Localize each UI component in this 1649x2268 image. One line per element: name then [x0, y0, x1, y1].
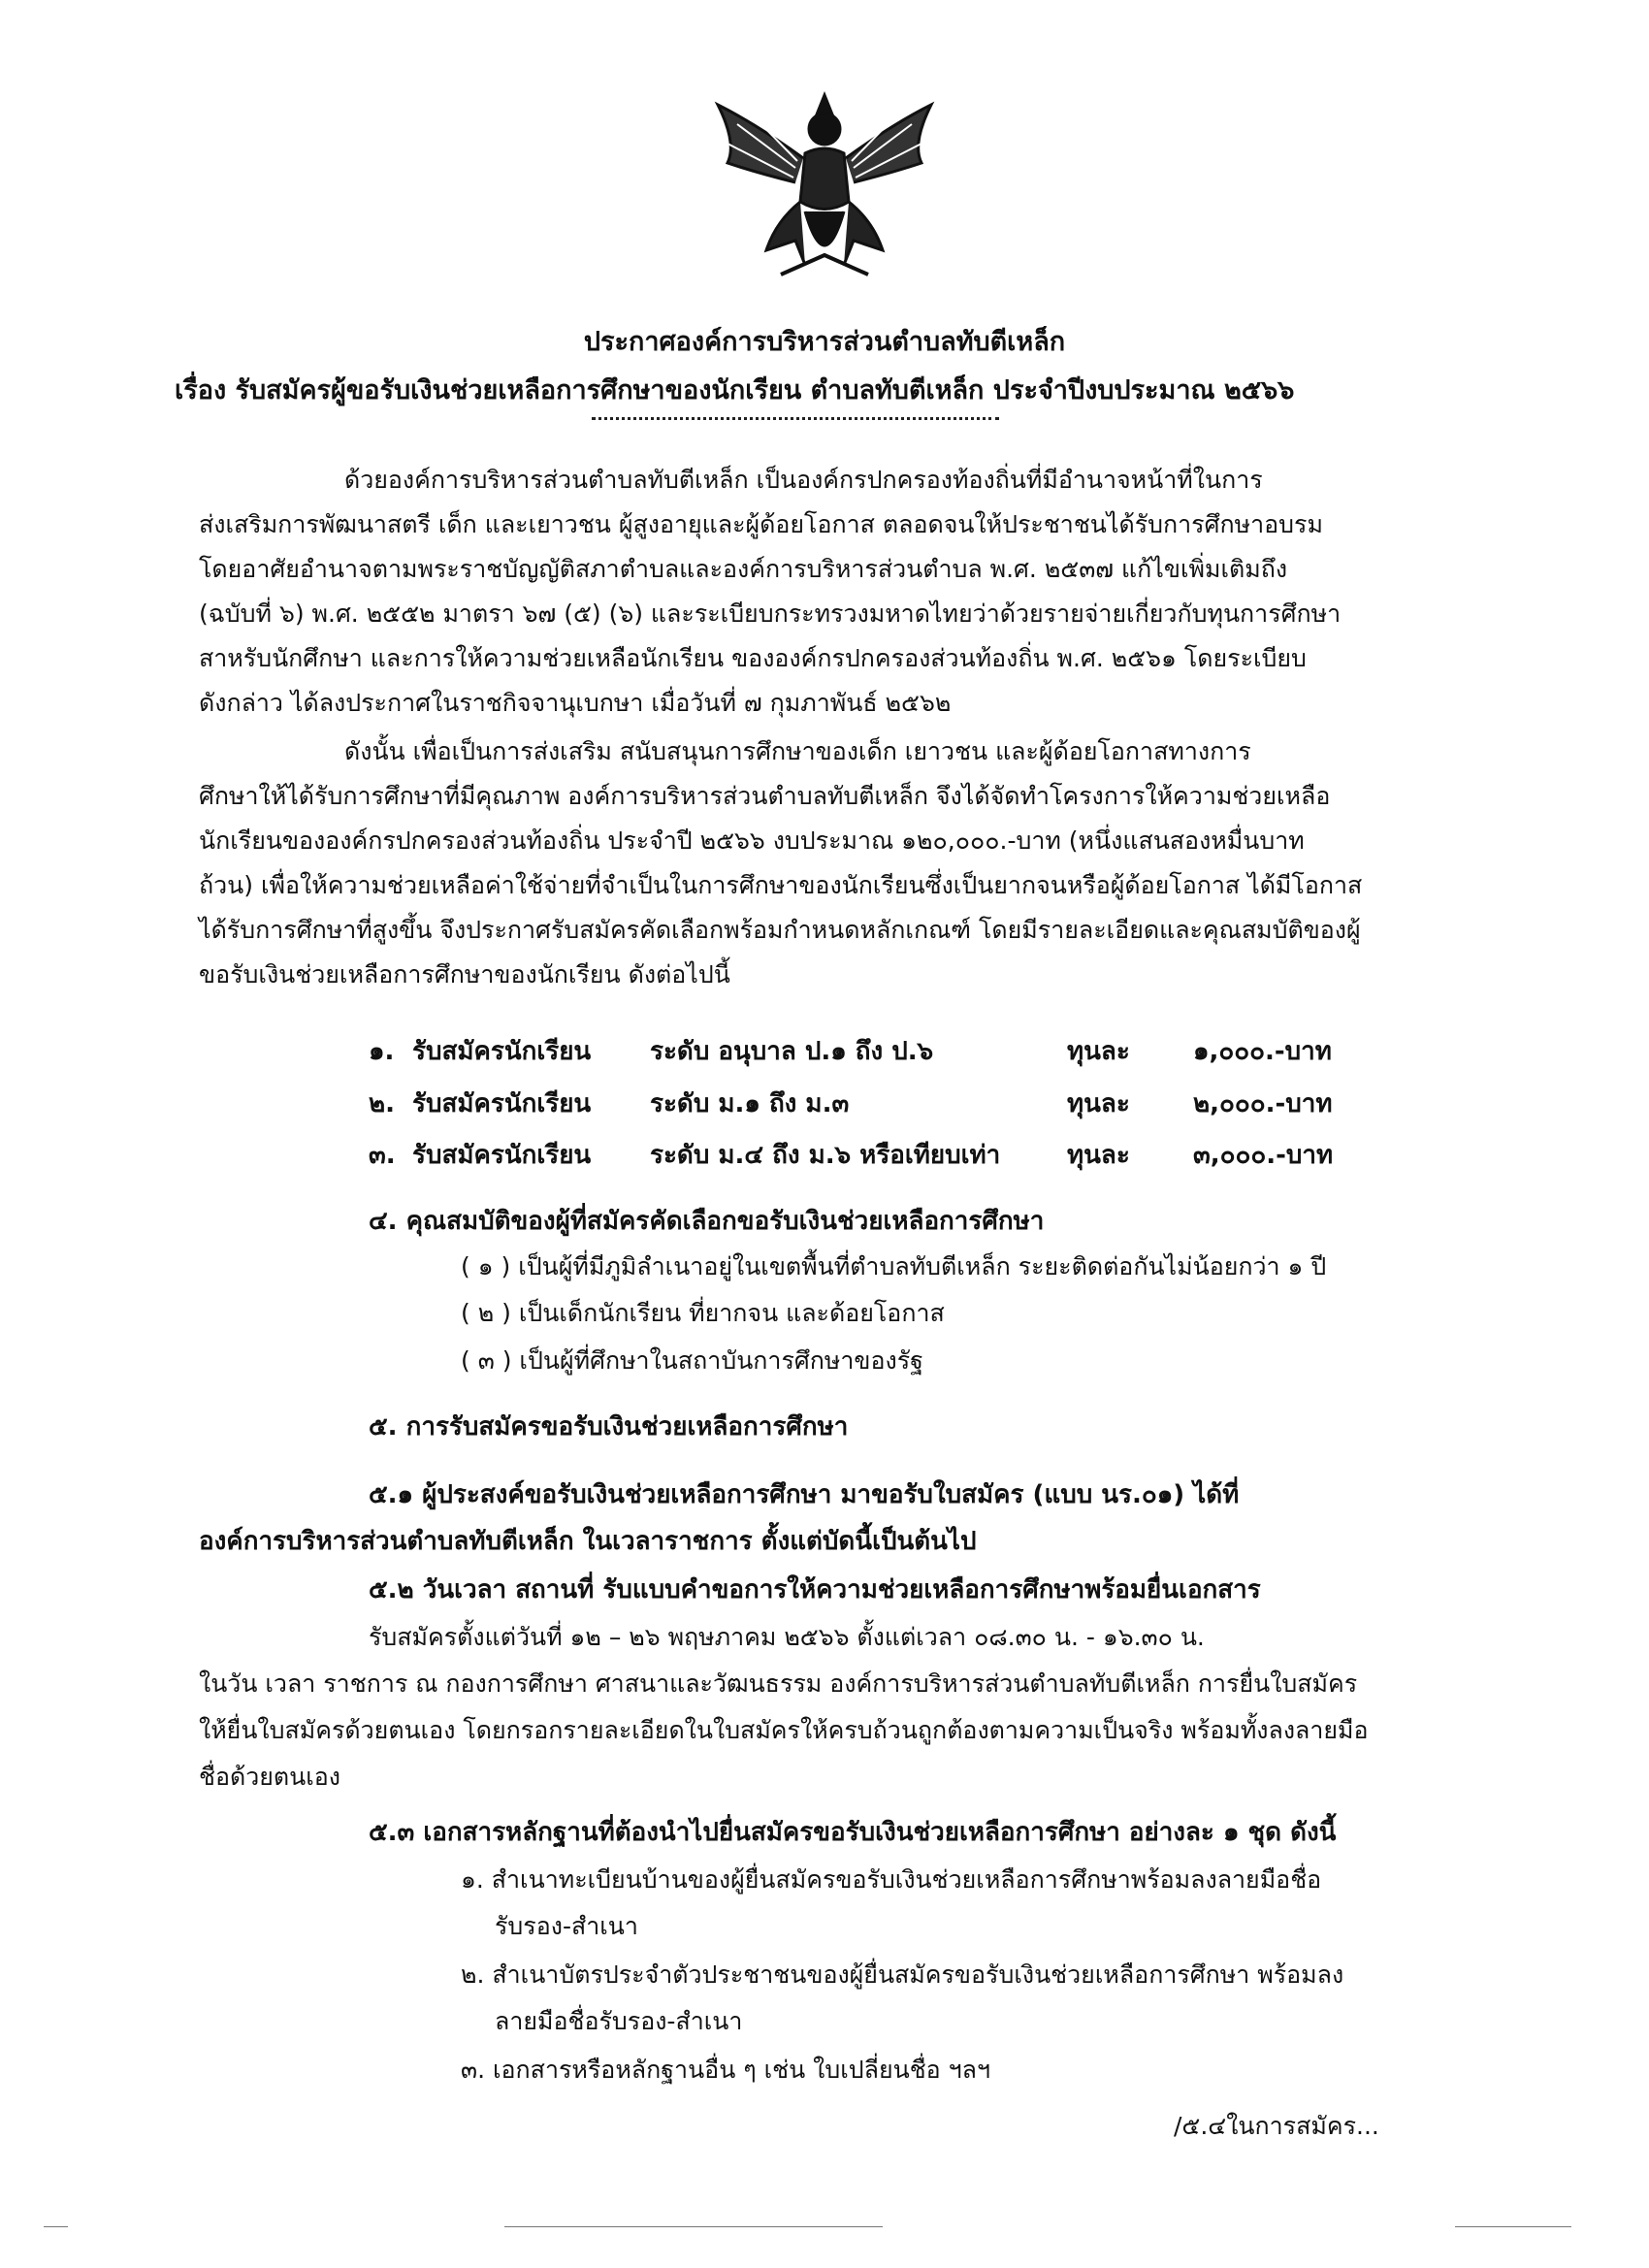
scan-edge-mark [1455, 2226, 1571, 2227]
scan-edge-mark [44, 2226, 68, 2227]
level-grade: ระดับ ม.๑ ถึง ม.๓ [650, 1089, 850, 1118]
level-fund-label: ทุนละ [1067, 1089, 1130, 1118]
level-number: ๑. [369, 1037, 395, 1066]
document-item-cont: ลายมือชื่อรับรอง-สำเนา [495, 2007, 743, 2035]
paragraph-line: ด้วยองค์การบริหารส่วนตำบลทับตีเหล็ก เป็นองค์กรปกครองท้องถิ่นที่มีอำนาจหน้าที่ในการ [344, 466, 1263, 494]
level-grade: ระดับ ม.๔ ถึง ม.๖ หรือเทียบเท่า [650, 1141, 1001, 1170]
dotted-divider [592, 417, 999, 420]
paragraph-line: ดังกล่าว ได้ลงประกาศในราชกิจจานุเบกษา เมื่อวันที่ ๗ กุมภาพันธ์ ๒๕๖๒ [199, 689, 952, 717]
level-label: รับสมัครนักเรียน [412, 1089, 592, 1118]
document-item-cont: รับรอง-สำเนา [495, 1912, 638, 1940]
announcement-subject: เรื่อง รับสมัครผู้ขอรับเงินช่วยเหลือการศึกษาของนักเรียน ตำบลทับตีเหล็ก ประจำปีงบประมาณ ๒๕๖๖ [175, 375, 1295, 405]
section52-heading: ๕.๒ วันเวลา สถานที่ รับแบบคำขอการให้ความช่วยเหลือการศึกษาพร้อมยื่นเอกสาร [369, 1575, 1261, 1604]
section4-heading: ๔. คุณสมบัติของผู้ที่สมัครคัดเลือกขอรับเงินช่วยเหลือการศึกษา [369, 1207, 1045, 1236]
section52-line: ให้ยื่นใบสมัครด้วยตนเอง โดยกรอกรายละเอียดในใบสมัครให้ครบถ้วนถูกต้องตามความเป็นจริง พร้อมทั้งลงลายมือ [199, 1716, 1369, 1744]
document-item: ๑. สำเนาทะเบียนบ้านของผู้ยื่นสมัครขอรับเงินช่วยเหลือการศึกษาพร้อมลงลายมือชื่อ [461, 1865, 1322, 1894]
garuda-emblem-icon [698, 85, 951, 289]
section51-line: องค์การบริหารส่วนตำบลทับตีเหล็ก ในเวลาราชการ ตั้งแต่บัดนี้เป็นต้นไป [199, 1527, 977, 1556]
continuation-note: /๕.๔ในการสมัคร... [1174, 2112, 1379, 2140]
section5-heading: ๕. การรับสมัครขอรับเงินช่วยเหลือการศึกษา [369, 1412, 849, 1442]
paragraph-line: โดยอาศัยอำนาจตามพระราชบัญญัติสภาตำบลและองค์การบริหารส่วนตำบล พ.ศ. ๒๕๓๗ แก้ไขเพิ่มเติมถึง [199, 555, 1288, 583]
level-amount: ๓,๐๐๐.-บาท [1193, 1141, 1334, 1170]
level-label: รับสมัครนักเรียน [412, 1037, 592, 1066]
section52-line: รับสมัครตั้งแต่วันที่ ๑๒ – ๒๖ พฤษภาคม ๒๕๖๖ ตั้งแต่เวลา ๐๘.๓๐ น. - ๑๖.๓๐ น. [369, 1623, 1205, 1651]
document-item: ๒. สำเนาบัตรประจำตัวประชาชนของผู้ยื่นสมัครขอรับเงินช่วยเหลือการศึกษา พร้อมลง [461, 1960, 1344, 1989]
paragraph-line: ส่งเสริมการพัฒนาสตรี เด็ก และเยาวชน ผู้สูงอายุและผู้ด้อยโอกาส ตลอดจนให้ประชาชนได้รับการศึกษาอบรม [199, 510, 1323, 538]
qualification-item: ( ๑ ) เป็นผู้ที่มีภูมิลำเนาอยู่ในเขตพื้นที่ตำบลทับตีเหล็ก ระยะติดต่อกันไม่น้อยกว่า ๑ ปี [461, 1252, 1327, 1280]
paragraph-line: สาหรับนักศึกษา และการให้ความช่วยเหลือนักเรียน ขององค์กรปกครองส่วนท้องถิ่น พ.ศ. ๒๕๖๑ โดยระเบียบ [199, 644, 1307, 672]
qualification-item: ( ๓ ) เป็นผู้ที่ศึกษาในสถาบันการศึกษาของรัฐ [461, 1346, 923, 1375]
level-grade: ระดับ อนุบาล ป.๑ ถึง ป.๖ [650, 1037, 934, 1066]
section51-line: ๕.๑ ผู้ประสงค์ขอรับเงินช่วยเหลือการศึกษา มาขอรับใบสมัคร (แบบ นร.๐๑) ได้ที่ [369, 1480, 1240, 1509]
page-title: ประกาศองค์การบริหารส่วนตำบลทับตีเหล็ก [583, 327, 1066, 357]
qualification-item: ( ๒ ) เป็นเด็กนักเรียน ที่ยากจน และด้อยโอกาส [461, 1299, 945, 1327]
section52-line: ชื่อด้วยตนเอง [199, 1763, 340, 1791]
level-number: ๒. [369, 1089, 396, 1118]
paragraph-line: ดังนั้น เพื่อเป็นการส่งเสริม สนับสนุนการศึกษาของเด็ก เยาวชน และผู้ด้อยโอกาสทางการ [344, 737, 1251, 765]
level-fund-label: ทุนละ [1067, 1037, 1130, 1066]
level-label: รับสมัครนักเรียน [412, 1141, 592, 1170]
scan-edge-mark [504, 2226, 883, 2227]
paragraph-line: นักเรียนขององค์กรปกครองส่วนท้องถิ่น ประจำปี ๒๕๖๖ งบประมาณ ๑๒๐,๐๐๐.-บาท (หนึ่งแสนสองหมื่นบาท [199, 826, 1305, 855]
purpose-paragraph [199, 729, 1460, 997]
level-amount: ๑,๐๐๐.-บาท [1193, 1037, 1332, 1066]
intro-paragraph [199, 458, 1460, 726]
section52-line: ในวัน เวลา ราชการ ณ กองการศึกษา ศาสนาและวัฒนธรรม องค์การบริหารส่วนตำบลทับตีเหล็ก การยื่นใบสมัคร [199, 1669, 1358, 1698]
level-fund-label: ทุนละ [1067, 1141, 1130, 1170]
paragraph-line: ขอรับเงินช่วยเหลือการศึกษาของนักเรียน ดังต่อไปนี้ [199, 960, 730, 988]
paragraph-line: ได้รับการศึกษาที่สูงขึ้น จึงประกาศรับสมัครคัดเลือกพร้อมกำหนดหลักเกณฑ์ โดยมีรายละเอียดและคุณสมบัติของผู้ [199, 916, 1361, 944]
section53-heading: ๕.๓ เอกสารหลักฐานที่ต้องนำไปยื่นสมัครขอรับเงินช่วยเหลือการศึกษา อย่างละ ๑ ชุด ดังนี้ [369, 1818, 1337, 1847]
paragraph-line: (ฉบับที่ ๖) พ.ศ. ๒๕๕๒ มาตรา ๖๗ (๕) (๖) และระเบียบกระทรวงมหาดไทยว่าด้วยรายจ่ายเกี่ยวกับทุนการศึกษา [199, 599, 1342, 628]
paragraph-line: ศึกษาให้ได้รับการศึกษาที่มีคุณภาพ องค์การบริหารส่วนตำบลทับตีเหล็ก จึงได้จัดทำโครงการให้ความช่วยเหลือ [199, 782, 1331, 810]
level-amount: ๒,๐๐๐.-บาท [1193, 1089, 1333, 1118]
paragraph-line: ถ้วน) เพื่อให้ความช่วยเหลือค่าใช้จ่ายที่จำเป็นในการศึกษาของนักเรียนซึ่งเป็นยากจนหรือผู้ด้อยโอกาส ได้มีโอกาส [199, 871, 1363, 899]
level-number: ๓. [369, 1141, 396, 1170]
document-item: ๓. เอกสารหรือหลักฐานอื่น ๆ เช่น ใบเปลี่ยนชื่อ ฯลฯ [461, 2056, 991, 2084]
